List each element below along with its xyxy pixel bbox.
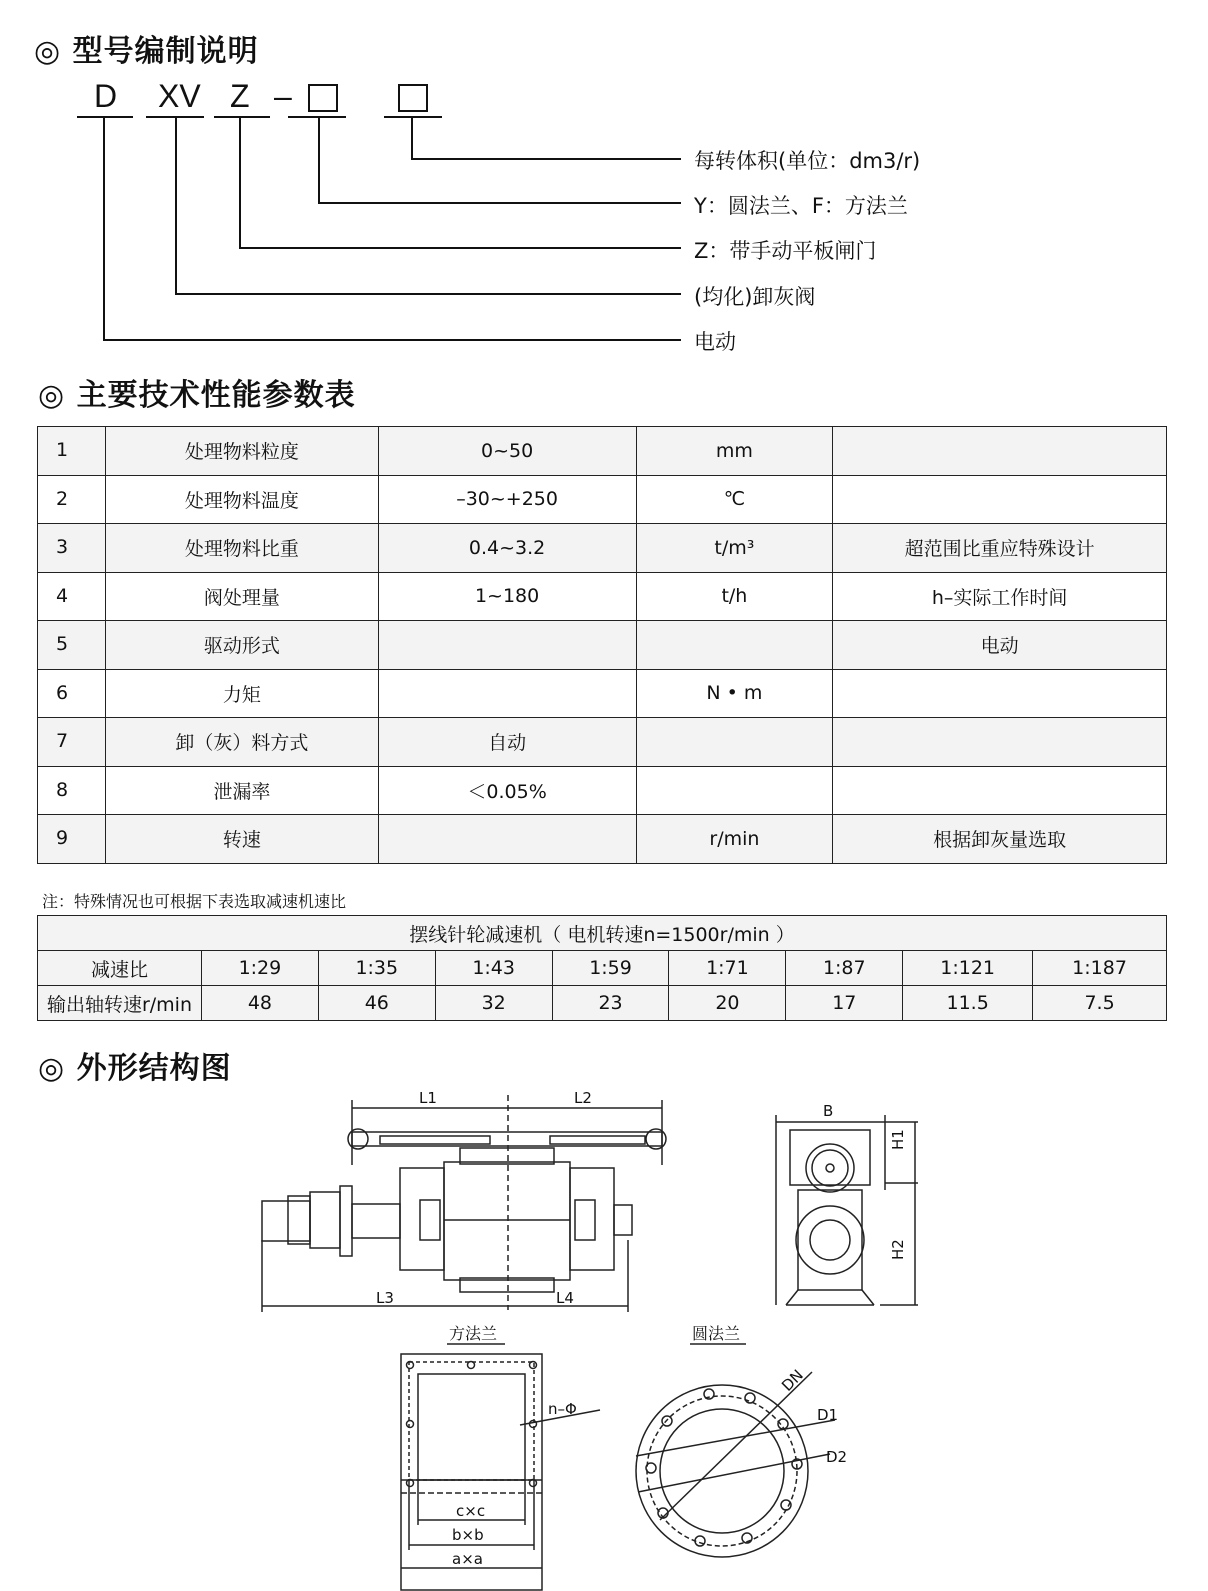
label-square-flange: 方法兰	[449, 1324, 498, 1343]
round-flange-drawing	[636, 1344, 835, 1557]
params-cell-item: 转速	[105, 815, 378, 864]
ratio-label: 减速比	[38, 951, 202, 986]
params-cell-item: 处理物料温度	[105, 475, 378, 524]
label-b: B	[823, 1102, 834, 1120]
square-flange-drawing	[401, 1344, 600, 1590]
code-xv: XV	[158, 78, 201, 114]
model-section-title: ◎ 型号编制说明	[34, 34, 259, 69]
params-cell-no: 7	[38, 718, 106, 767]
label-l1: L1	[419, 1089, 437, 1107]
params-cell-item: 处理物料粒度	[105, 427, 378, 476]
code-d: D	[94, 78, 118, 114]
params-cell-value: ＜0.05%	[378, 766, 636, 815]
label-l2: L2	[574, 1089, 592, 1107]
label-aa: a×a	[452, 1550, 483, 1568]
params-cell-unit: t/h	[636, 572, 833, 621]
drawing-section-title: ◎ 外形结构图	[38, 1051, 232, 1086]
params-cell-remark: 根据卸灰量选取	[833, 815, 1167, 864]
params-cell-item: 处理物料比重	[105, 524, 378, 573]
params-cell-no: 3	[38, 524, 106, 573]
explain-gate: Z：带手动平板闸门	[694, 239, 877, 263]
label-bb: b×b	[452, 1526, 484, 1544]
params-cell-no: 6	[38, 669, 106, 718]
params-section-title: ◎ 主要技术性能参数表	[38, 378, 356, 413]
speed-cell: 23	[552, 986, 669, 1021]
explain-flange: Y：圆法兰、F：方法兰	[694, 194, 908, 218]
params-cell-no: 2	[38, 475, 106, 524]
params-cell-remark: h–实际工作时间	[833, 572, 1167, 621]
params-cell-unit: mm	[636, 427, 833, 476]
params-cell-item: 卸（灰）料方式	[105, 718, 378, 767]
explain-electric: 电动	[694, 330, 736, 354]
speed-cell: 46	[318, 986, 435, 1021]
code-z: Z	[230, 78, 250, 114]
params-cell-remark: 电动	[833, 621, 1167, 670]
ratio-cell: 1:87	[786, 951, 903, 986]
label-d2: D2	[826, 1448, 848, 1466]
speed-cell: 11.5	[903, 986, 1033, 1021]
front-view-drawing	[262, 1095, 666, 1312]
code-dash: –	[274, 78, 292, 114]
label-dn: DN	[778, 1365, 807, 1395]
speed-cell: 7.5	[1033, 986, 1167, 1021]
ratio-cell: 1:187	[1033, 951, 1167, 986]
label-h1: H1	[889, 1129, 907, 1150]
speed-label: 输出轴转速r/min	[38, 986, 202, 1021]
label-cc: c×c	[456, 1502, 486, 1520]
params-cell-unit: t/m³	[636, 524, 833, 573]
label-round-flange: 圆法兰	[692, 1324, 741, 1343]
params-cell-no: 9	[38, 815, 106, 864]
params-cell-unit: ℃	[636, 475, 833, 524]
speed-cell: 48	[201, 986, 318, 1021]
params-cell-no: 1	[38, 427, 106, 476]
params-cell-value: 1~180	[378, 572, 636, 621]
ratio-cell: 1:71	[669, 951, 786, 986]
params-cell-no: 4	[38, 572, 106, 621]
reducer-header: 摆线针轮减速机（ 电机转速n=1500r/min ）	[38, 916, 1167, 951]
ratio-cell: 1:121	[903, 951, 1033, 986]
explain-volume: 每转体积(单位：dm3/r)	[694, 149, 921, 173]
params-cell-item: 阀处理量	[105, 572, 378, 621]
params-cell-value: 0.4~3.2	[378, 524, 636, 573]
params-cell-value: 自动	[378, 718, 636, 767]
explain-valve: (均化)卸灰阀	[694, 285, 816, 309]
params-cell-no: 5	[38, 621, 106, 670]
ratio-cell: 1:29	[201, 951, 318, 986]
speed-cell: 20	[669, 986, 786, 1021]
params-cell-remark: 超范围比重应特殊设计	[833, 524, 1167, 573]
label-h2: H2	[889, 1239, 907, 1260]
speed-cell: 32	[435, 986, 552, 1021]
label-l3: L3	[376, 1289, 394, 1307]
ratio-cell: 1:35	[318, 951, 435, 986]
ratio-cell: 1:43	[435, 951, 552, 986]
params-cell-unit: N • m	[636, 669, 833, 718]
params-cell-item: 力矩	[105, 669, 378, 718]
params-cell-value: 0~50	[378, 427, 636, 476]
ratio-cell: 1:59	[552, 951, 669, 986]
label-d1: D1	[817, 1406, 839, 1424]
params-cell-no: 8	[38, 766, 106, 815]
params-cell-item: 泄漏率	[105, 766, 378, 815]
speed-cell: 17	[786, 986, 903, 1021]
params-cell-value: –30~+250	[378, 475, 636, 524]
label-hole: n–Φ	[548, 1400, 577, 1418]
params-cell-item: 驱动形式	[105, 621, 378, 670]
params-note: 注：特殊情况也可根据下表选取减速机速比	[42, 892, 347, 911]
params-cell-unit: r/min	[636, 815, 833, 864]
label-l4: L4	[556, 1289, 574, 1307]
